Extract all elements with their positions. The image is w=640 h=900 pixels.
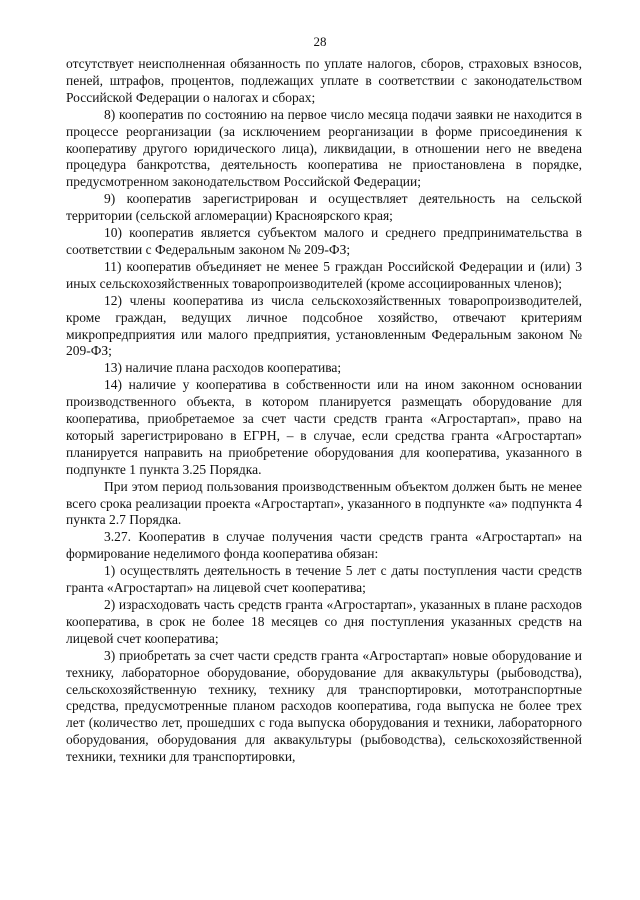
paragraph-obligation-3: 3) приобретать за счет части средств гранта «Агростартап» новые оборудование и технику, лабораторное оборудование, оборудование для аквакультуры (рыбоводства), сельскохозяйственную технику, технику для транспортировки, мототранспортные средства, предусмотренные планом расходов кооператива, года выпуска не более трех лет (количество лет, прошедших с года выпуска оборудования и техники, лабораторного оборудования, оборудования для аквакультуры (рыбоводства), сельскохозяйственной техники, техники для транспортировки, [66, 647, 582, 765]
paragraph-item-12: 12) члены кооператива из числа сельскохозяйственных товаропроизводителей, кроме граждан, ведущих личное подсобное хозяйство, отвечают критериям микропредприятия или малого предприятия, установленным Федеральным законом № 209-ФЗ; [66, 292, 582, 359]
document-body [66, 56, 582, 766]
page-number: 28 [313, 34, 327, 49]
paragraph-taxes-continuation: отсутствует неисполненная обязанность по уплате налогов, сборов, страховых взносов, пеней, штрафов, процентов, подлежащих уплате в соответствии с законодательством Российской Федерации о налогах и сборах; [66, 56, 582, 105]
paragraph-section-3-27: 3.27. Кооператив в случае получения части средств гранта «Агростартап» на формирование неделимого фонда кооператива обязан: [66, 529, 582, 562]
paragraph-item-9: 9) кооператив зарегистрирован и осуществляет деятельность на сельской территории (сельской агломерации) Красноярского края; [66, 191, 582, 224]
paragraph-item-13: 13) наличие плана расходов кооператива; [104, 360, 342, 376]
paragraph-obligation-2: 2) израсходовать часть средств гранта «Агростартап», указанных в плане расходов кооператива, в срок не более 18 месяцев со дня поступления указанных средств на лицевой счет кооператива; [66, 597, 582, 646]
paragraph-item-14: 14) наличие у кооператива в собственности или на ином законном основании производственного объекта, в котором планируется размещать оборудование для кооператива, приобретаемое за счет части средств гранта «Агростартап», право на который зарегистрировано в ЕГРН, – в случае, если средства гранта «Агростартап» планируется направить на приобретение оборудования для кооператива, указанного в подпункте 1 пункта 3.25 Порядка. [66, 377, 582, 477]
paragraph-item-10: 10) кооператив является субъектом малого и среднего предпринимательства в соответствии с Федеральным законом № 209-ФЗ; [66, 225, 582, 257]
paragraph-obligation-1: 1) осуществлять деятельность в течение 5 лет с даты поступления части средств гранта «Агростартап» на лицевой счет кооператива; [66, 563, 582, 596]
paragraph-item-11: 11) кооператив объединяет не менее 5 граждан Российской Федерации и (или) 3 иных сельскохозяйственных товаропроизводителей (кроме ассоциированных членов); [66, 258, 582, 291]
paragraph-item-8: 8) кооператив по состоянию на первое число месяца подачи заявки не находится в процессе реорганизации (за исключением реорганизации в форме присоединения к кооперативу другого юридического лица), ликвидации, в отношении него не введена процедура банкротства, деятельность кооператива не приостановлена в порядке, предусмотренном законодательством Российской Федерации; [66, 106, 582, 190]
paragraph-usage-period: При этом период пользования производственным объектом должен быть не менее всего срока реализации проекта «Агростартап», указанного в подпункте «а» подпункта 4 пункта 2.7 Порядка. [66, 478, 582, 528]
